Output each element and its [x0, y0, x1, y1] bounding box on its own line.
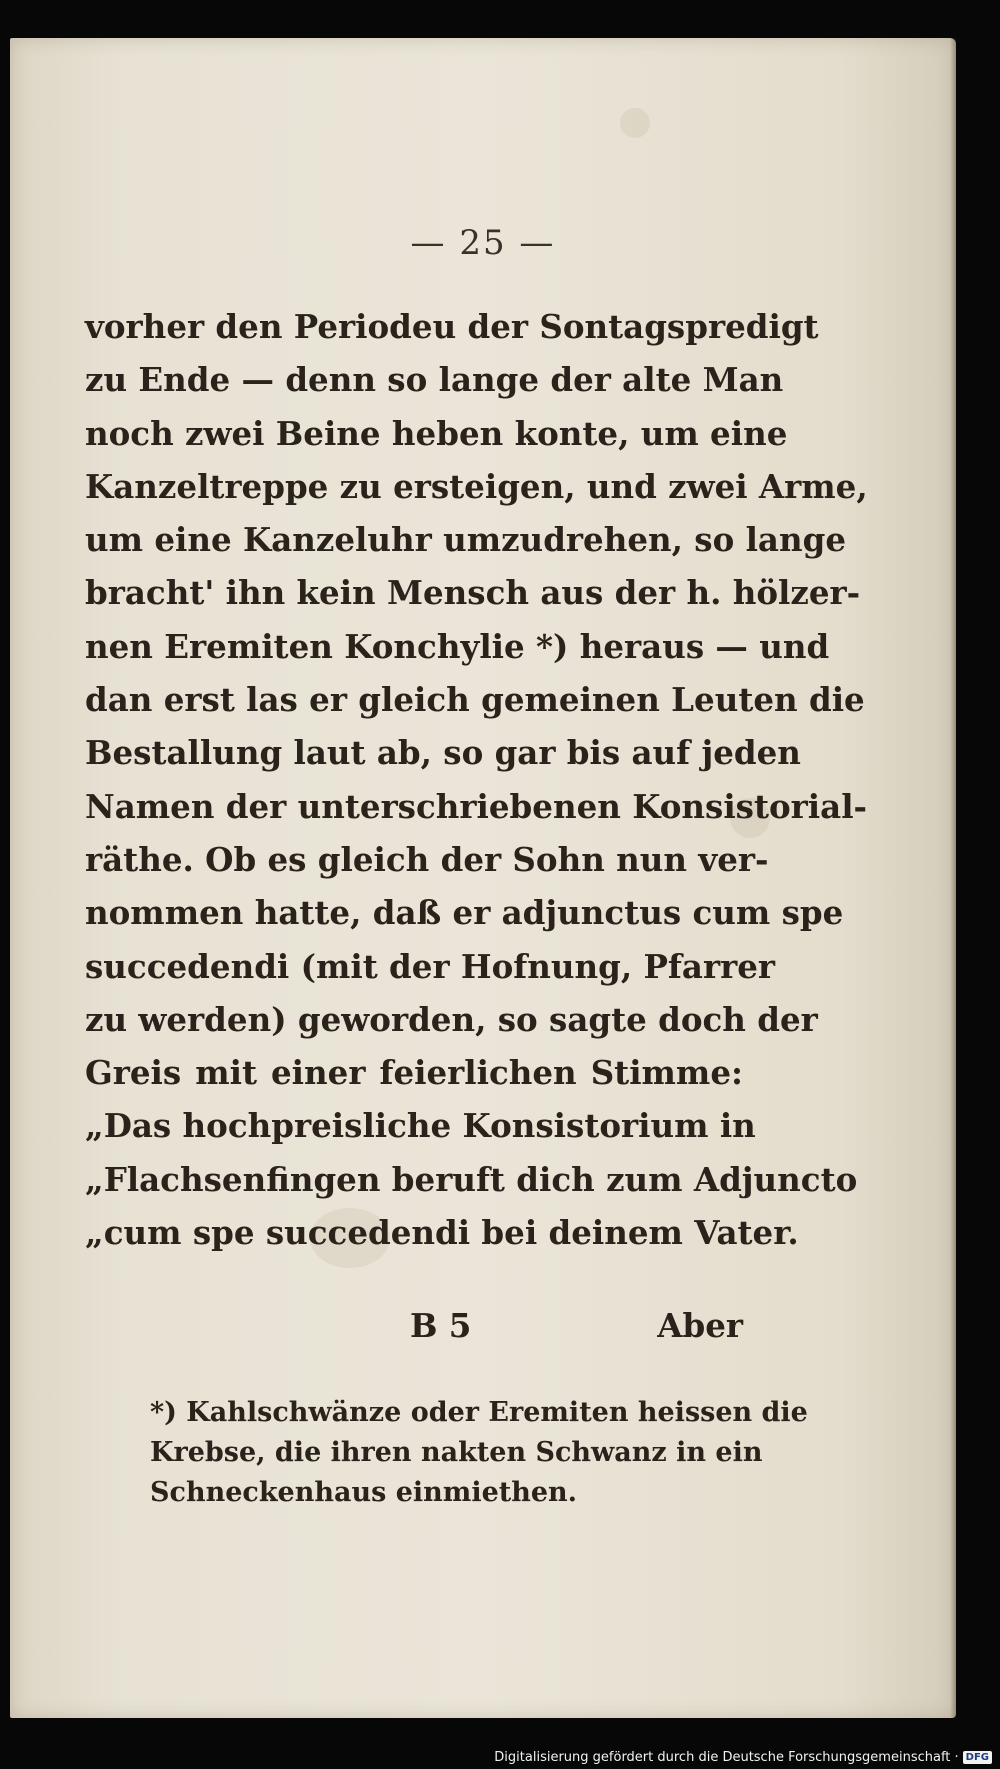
catchword: Aber — [657, 1306, 743, 1345]
paper-stain — [620, 108, 650, 138]
text-line: succedendi (mit der Hofnung, Pfarrer — [85, 946, 776, 986]
text-line: „cum spe succedendi bei deinem Vater. — [85, 1213, 799, 1253]
credit-text: Digitalisierung gefördert durch die Deutsche Forschungsgemeinschaft · — [494, 1750, 959, 1765]
text-line: bracht' ihn kein Mensch aus der h. hölzer- — [85, 573, 861, 613]
digitization-credit — [494, 1750, 992, 1765]
text-line: Greis mit einer feierlichen Stimme: — [85, 1053, 743, 1093]
text-line: räthe. Ob es gleich der Sohn nun ver- — [85, 839, 769, 879]
text-line: nommen hatte, daß er adjunctus cum spe — [85, 893, 844, 933]
text-line: um eine Kanzeluhr umzudrehen, so lange — [85, 520, 847, 560]
body-text — [85, 300, 868, 1259]
page-number-header: — 25 — — [410, 223, 556, 263]
book-page — [10, 38, 956, 1718]
dfg-logo: DFG — [963, 1751, 992, 1764]
footnote-line: Schneckenhaus einmiethen. — [150, 1477, 578, 1508]
footnote-line: Krebse, die ihren nakten Schwanz in ein — [150, 1437, 763, 1468]
signature-mark: B 5 — [410, 1306, 472, 1345]
footnote-line: *) Kahlschwänze oder Eremiten heissen die — [150, 1397, 808, 1428]
text-line: „Das hochpreisliche Konsistorium in — [85, 1106, 756, 1146]
text-line: vorher den Periodeu der Sontagspredigt — [85, 307, 819, 346]
text-line: zu Ende — denn so lange der alte Man — [85, 360, 784, 400]
text-line: „Flachsenfingen beruft dich zum Adjuncto — [85, 1159, 858, 1199]
text-line: nen Eremiten Konchylie *) heraus — und — [85, 626, 830, 666]
text-line: Bestallung laut ab, so gar bis auf jeden — [85, 733, 801, 773]
text-line: Namen der unterschriebenen Konsistorial- — [85, 786, 868, 826]
footnote — [150, 1393, 808, 1513]
text-line: Kanzeltreppe zu ersteigen, und zwei Arme, — [85, 466, 868, 506]
text-line: dan erst las er gleich gemeinen Leuten die — [85, 680, 865, 720]
text-line: zu werden) geworden, so sagte doch der — [85, 999, 818, 1039]
page-edge-shadow — [950, 38, 956, 1718]
text-line: noch zwei Beine heben konte, um eine — [85, 413, 788, 453]
